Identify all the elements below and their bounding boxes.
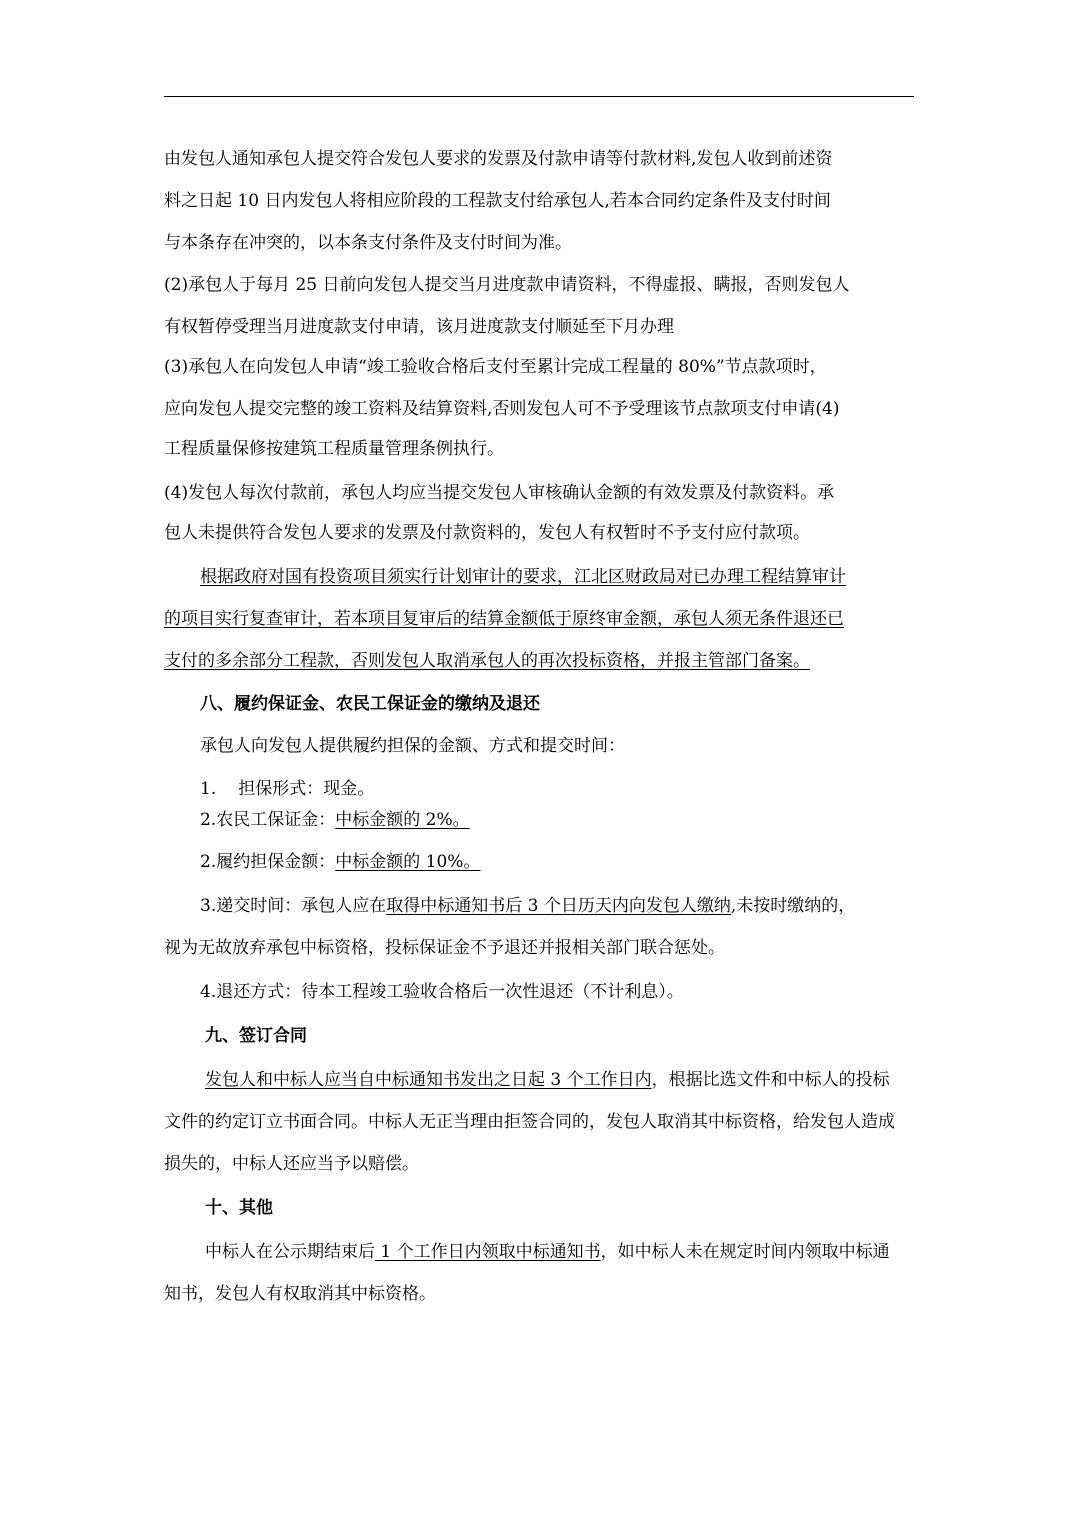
text-line: 有权暂停受理当月进度款支付申请，该月进度款支付顺延至下月办理 [164, 317, 674, 337]
list-item [200, 894, 960, 918]
text-line: 料之日起 10 日内发包人将相应阶段的工程款支付给承包人,若本合同约定条件及支付时间 [164, 191, 831, 211]
text-line: (2)承包人于每月 25 日前向发包人提交当月进度款申请资料，不得虚报、瞒报，否则发包人 [164, 275, 850, 295]
list-item: 4.退还方式：待本工程竣工验收合格后一次性退还（不计利息）。 [200, 982, 684, 1002]
underlined-text: 中标金额的 10%。 [335, 852, 481, 872]
list-label: 2.履约担保金额： [200, 852, 336, 872]
list-item [200, 808, 960, 832]
section-heading: 十、其他 [205, 1198, 273, 1218]
list-item [200, 777, 960, 801]
list-text: 担保形式：现金。 [238, 779, 375, 799]
text-line [200, 565, 960, 589]
text-line: (4)发包人每次付款前，承包人均应当提交发包人审核确认金额的有效发票及付款资料。承 [164, 483, 835, 503]
text-line: 由发包人通知承包人提交符合发包人要求的发票及付款申请等付款材料,发包人收到前述资 [164, 149, 833, 169]
underlined-text: 中标金额的 2%。 [335, 810, 470, 830]
text-line: (3)承包人在向发包人申请“竣工验收合格后支付至累计完成工程量的 80%”节点款项时， [164, 357, 827, 377]
text-line: 承包人向发包人提供履约担保的金额、方式和提交时间： [200, 736, 625, 756]
section-heading: 九、签订合同 [205, 1026, 307, 1046]
list-item [200, 850, 960, 874]
underlined-text: 1 个工作日内领取中标通知书 [375, 1242, 601, 1262]
underlined-text: 发包人和中标人应当自中标通知书发出之日起 3 个工作日内 [205, 1070, 652, 1090]
text-line [205, 1068, 965, 1092]
underlined-text: 的项目实行复查审计，若本项目复审后的结算金额低于原终审金额，承包人须无条件退还已 [164, 609, 844, 629]
text-line: 工程质量保修按建筑工程质量管理条例执行。 [164, 439, 504, 459]
text-line [205, 1240, 965, 1264]
list-label: 2.农民工保证金： [200, 810, 336, 830]
underlined-text: 根据政府对国有投资项目须实行计划审计的要求，江北区财政局对已办理工程结算审计 [200, 567, 846, 587]
list-number: 1. [200, 779, 217, 799]
text-line: 知书，发包人有权取消其中标资格。 [164, 1284, 436, 1304]
text-span: ，根据比选文件和中标人的投标 [651, 1070, 890, 1090]
section-heading: 八、履约保证金、农民工保证金的缴纳及退还 [200, 694, 540, 714]
underlined-text: 取得中标通知书后 3 个日历天内向发包人缴纳 [386, 896, 731, 916]
text-span: 中标人在公示期结束后 [205, 1242, 375, 1262]
text-line: 文件的约定订立书面合同。中标人无正当理由拒签合同的，发包人取消其中标资格，给发包人造成 [164, 1112, 895, 1132]
text-line [164, 607, 924, 631]
text-line: 视为无故放弃承包中标资格，投标保证金不予退还并报相关部门联合惩处。 [164, 938, 725, 958]
list-text: ,未按时缴纳的， [730, 896, 856, 916]
header-rule [164, 96, 914, 97]
text-line: 包人未提供符合发包人要求的发票及付款资料的，发包人有权暂时不予支付应付款项。 [164, 523, 810, 543]
text-span: ，如中标人未在规定时间内领取中标通 [600, 1242, 890, 1262]
underlined-text: 支付的多余部分工程款，否则发包人取消承包人的再次投标资格，并报主管部门备案。 [164, 651, 810, 671]
text-line [164, 649, 924, 673]
text-line: 与本条存在冲突的，以本条支付条件及支付时间为准。 [164, 233, 572, 253]
text-line: 损失的，中标人还应当予以赔偿。 [164, 1154, 419, 1174]
list-label: 3.递交时间：承包人应在 [200, 896, 387, 916]
text-line: 应向发包人提交完整的竣工资料及结算资料,否则发包人可不予受理该节点款项支付申请(4) [164, 399, 840, 419]
